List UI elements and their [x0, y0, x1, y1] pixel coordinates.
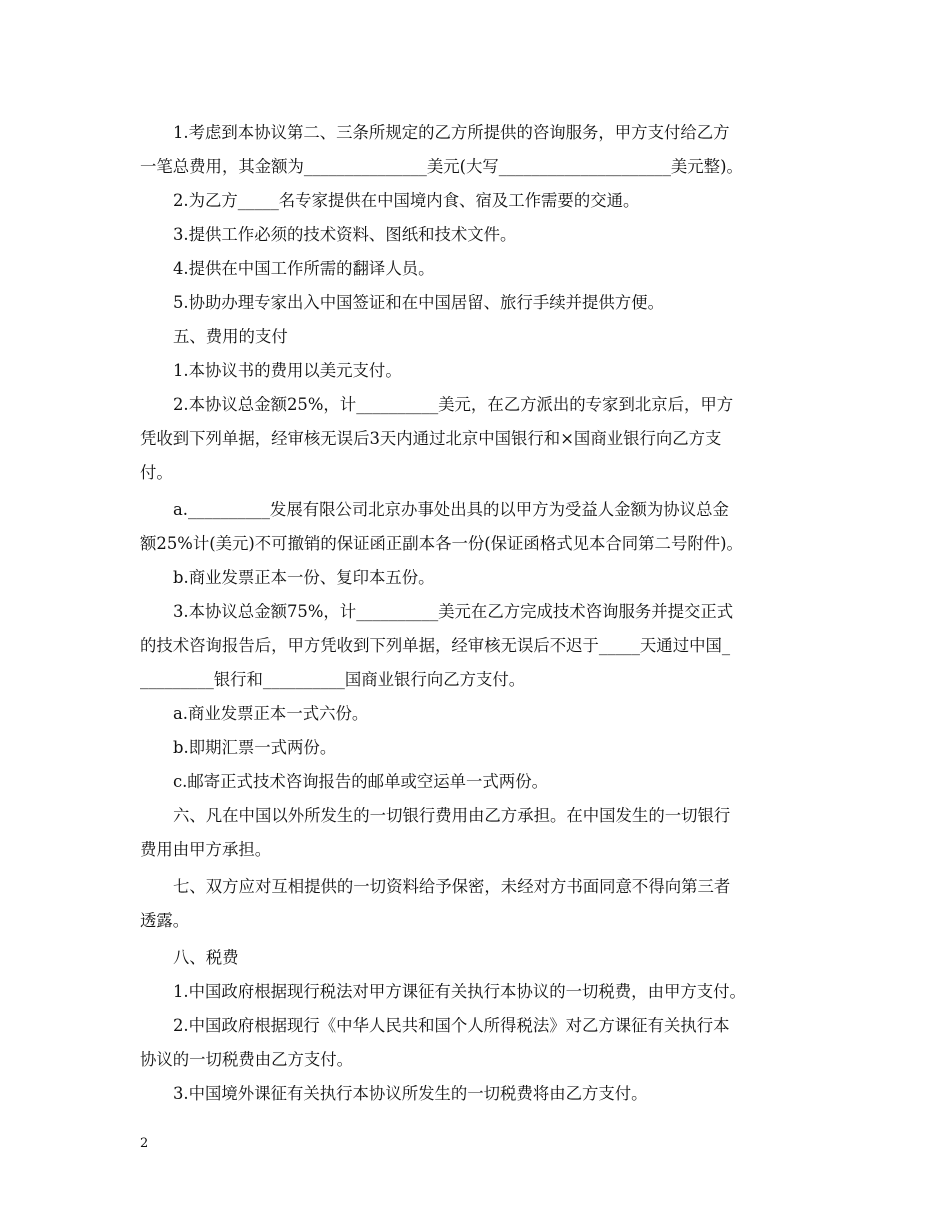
text-line: c.邮寄正式技术咨询报告的邮单或空运单一式两份。	[173, 772, 548, 791]
text-line: b.即期汇票一式两份。	[173, 738, 337, 757]
text-line: 3.提供工作必须的技术资料、图纸和技术文件。	[173, 225, 517, 244]
text-line: b.商业发票正本一份、复印本五份。	[173, 568, 435, 587]
text-line: 1.考虑到本协议第二、三条所规定的乙方所提供的咨询服务，甲方支付给乙方	[173, 123, 730, 142]
text-line: 1.中国政府根据现行税法对甲方课征有关执行本协议的一切税费，由甲方支付。	[173, 982, 746, 1001]
text-line: 4.提供在中国工作所需的翻译人员。	[173, 259, 435, 278]
text-line: 协议的一切税费由乙方支付。	[140, 1050, 354, 1069]
text-line: 3.本协议总金额75%，计__________美元在乙方完成技术咨询服务并提交正式	[173, 602, 734, 621]
text-line: 透露。	[140, 911, 190, 930]
text-line: 凭收到下列单据，经审核无误后3天内通过北京中国银行和×国商业银行向乙方支	[140, 429, 722, 448]
text-line: 2.中国政府根据现行《中华人民共和国个人所得税法》对乙方课征有关执行本	[173, 1016, 730, 1035]
page-number: 2	[140, 1136, 149, 1151]
text-line: 5.协助办理专家出入中国签证和在中国居留、旅行手续并提供方便。	[173, 293, 664, 312]
text-line: 的技术咨询报告后，甲方凭收到下列单据，经审核无误后不迟于_____天通过中国_	[140, 636, 731, 655]
text-line: 3.中国境外课征有关执行本协议所发生的一切税费将由乙方支付。	[173, 1084, 648, 1103]
text-line: 2.本协议总金额25%，计__________美元，在乙方派出的专家到北京后，甲方	[173, 395, 734, 414]
text-line: _________银行和__________国商业银行向乙方支付。	[140, 670, 526, 689]
text-line: 付。	[140, 463, 173, 482]
text-line: 五、费用的支付	[173, 327, 288, 346]
document-body	[140, 116, 812, 1111]
text-line: 费用由甲方承担。	[140, 840, 272, 859]
text-line: 1.本协议书的费用以美元支付。	[173, 361, 402, 380]
text-line: 七、双方应对互相提供的一切资料给予保密，未经对方书面同意不得向第三者	[173, 877, 731, 896]
text-line: 六、凡在中国以外所发生的一切银行费用由乙方承担。在中国发生的一切银行	[173, 806, 731, 825]
text-line: a.商业发票正本一式六份。	[173, 704, 369, 723]
text-line: a.__________发展有限公司北京办事处出具的以甲方为受益人金额为协议总金	[173, 500, 729, 519]
text-line: 八、税费	[173, 948, 239, 967]
text-line: 2.为乙方_____名专家提供在中国境内食、宿及工作需要的交通。	[173, 191, 640, 210]
text-line: 额25%计(美元)不可撤销的保证函正副本各一份(保证函格式见本合同第二号附件)。	[140, 534, 743, 553]
text-line: 一笔总费用，其金额为_______________美元(大写_____________________美元整)。	[140, 157, 743, 176]
